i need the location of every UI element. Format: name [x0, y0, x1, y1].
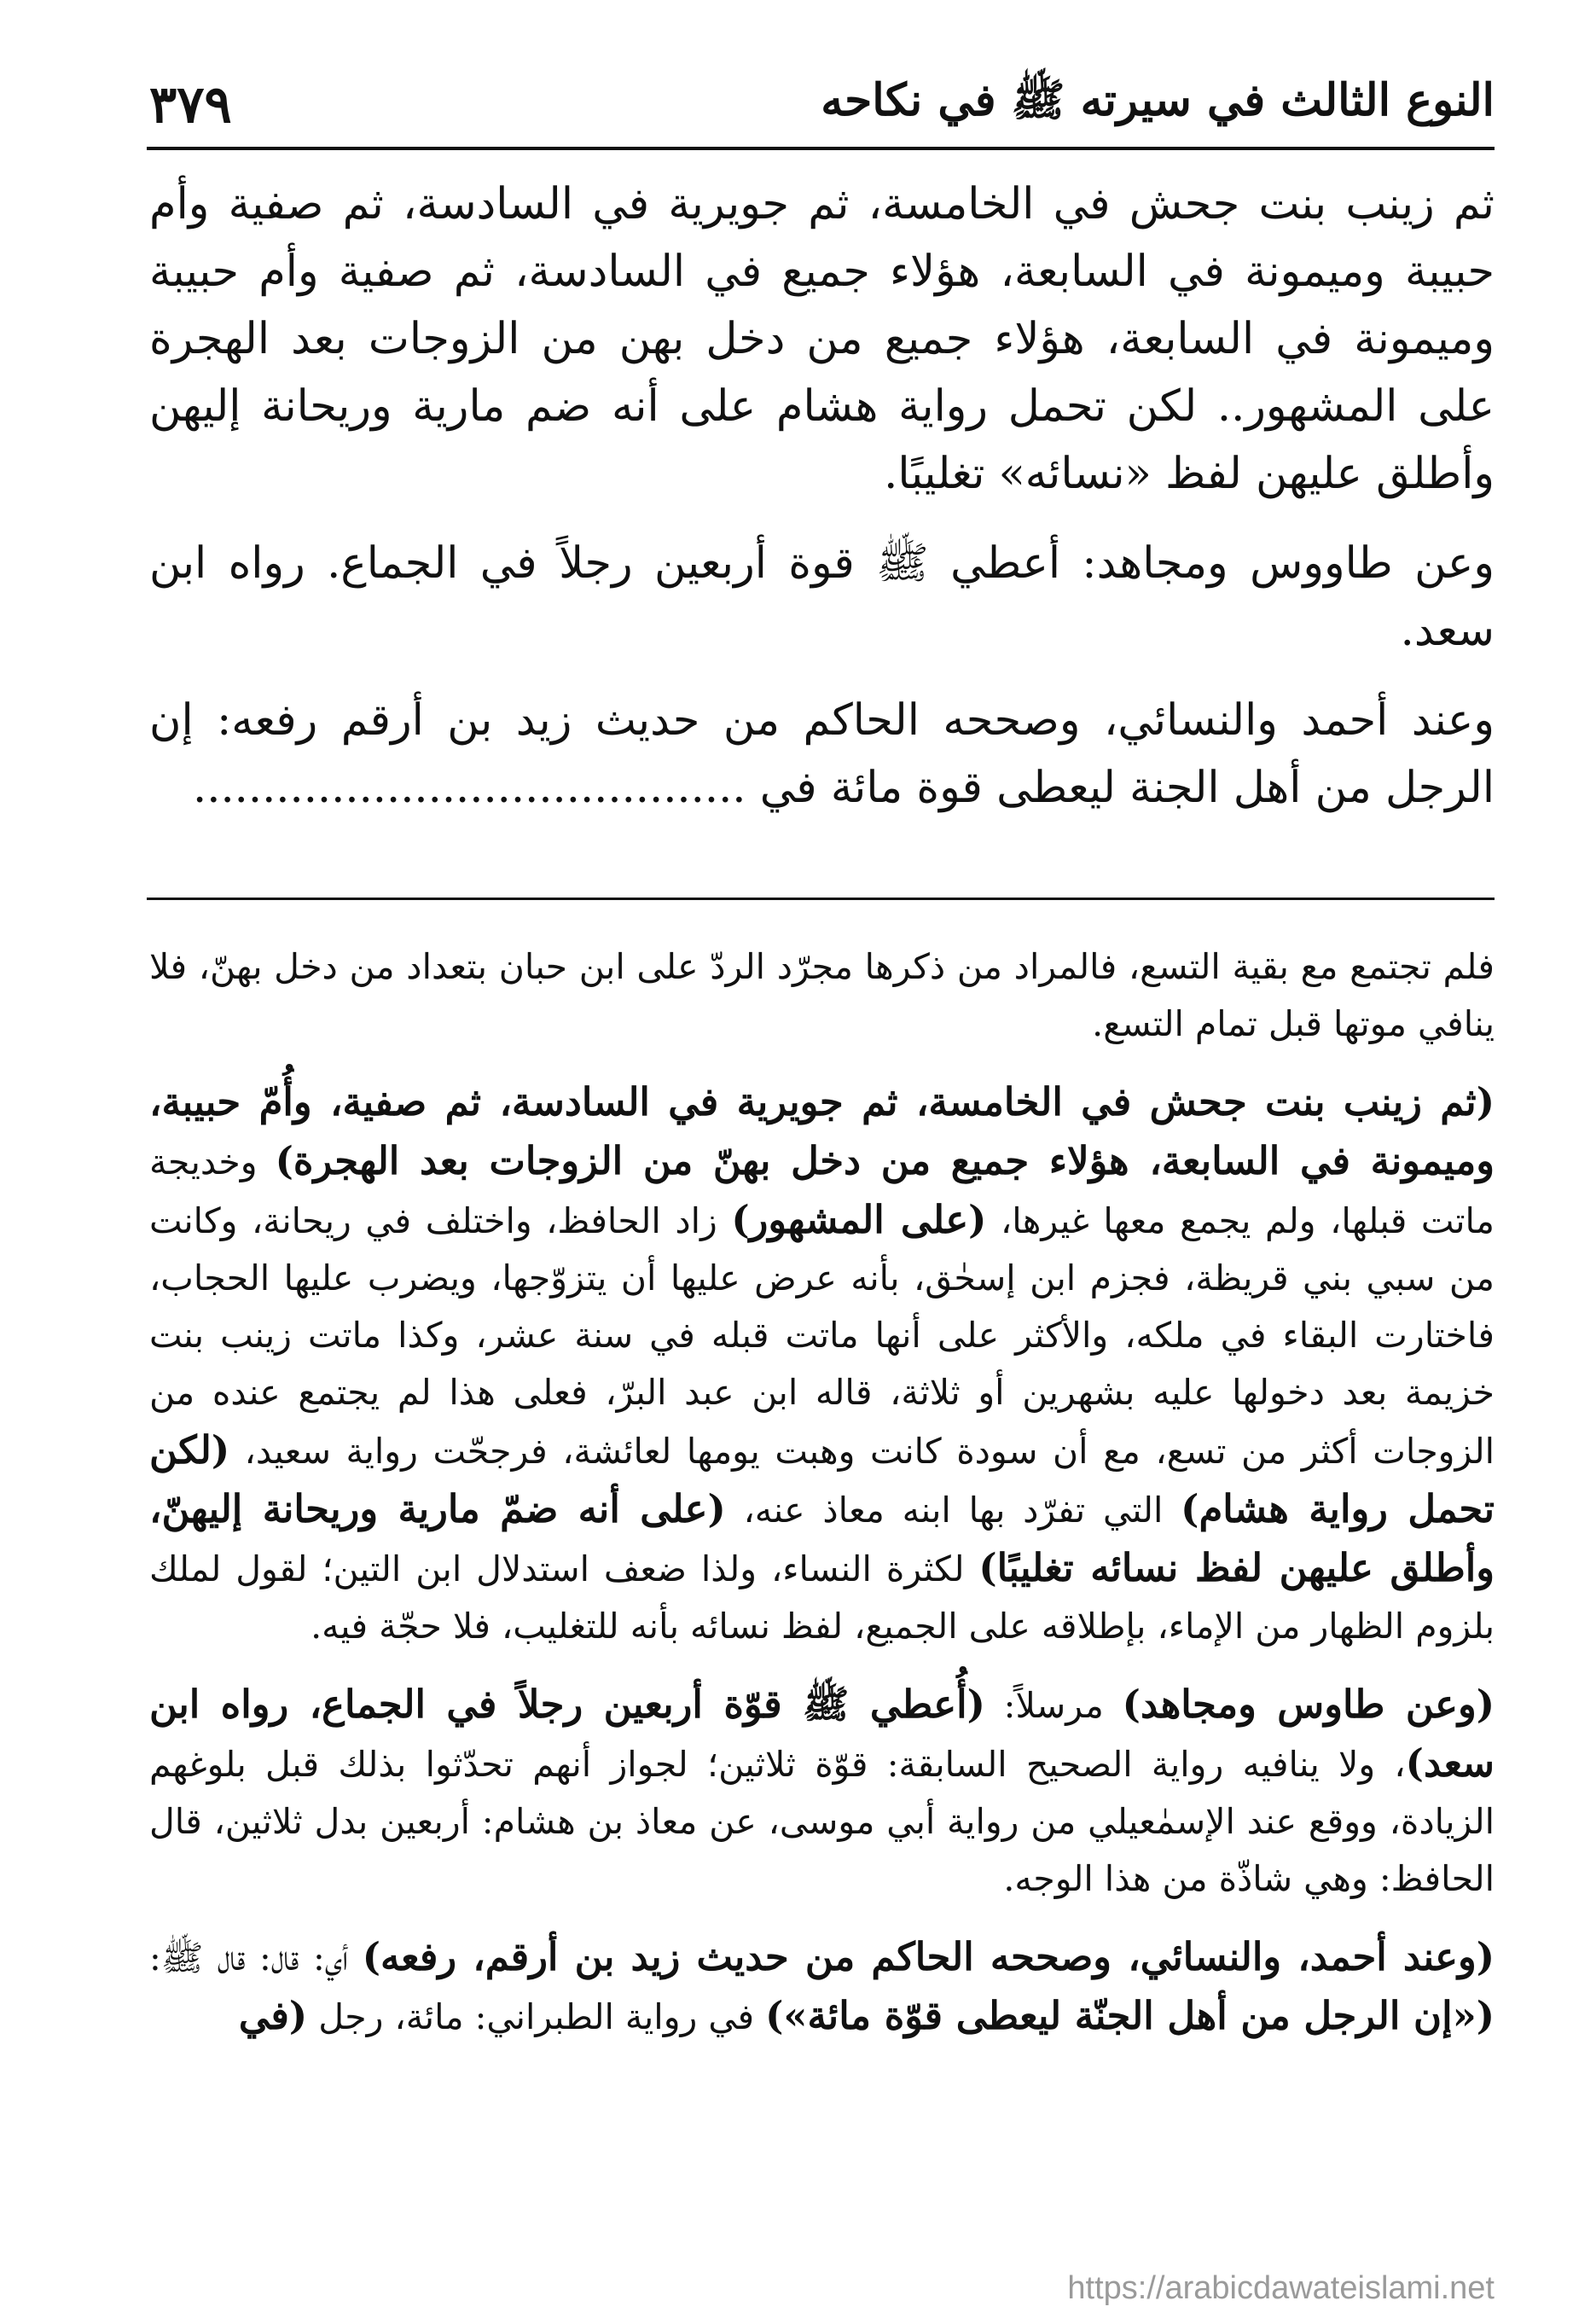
commentary-text-run: زاد الحافظ، واختلف في ريحانة، وكانت من سبي بني قريظة، فجزم ابن إسحٰق، بأنه عرض عليها أن يتزوّجها، ويضرب عليها الحجاب، فاختارت البقاء في ملكه، والأكثر على أنها ماتت قبله في سنة عشر، وكذا ماتت زينب بنت خزيمة بعد دخولها عليه بشهرين أو ثلاثة، قاله ابن عبد البرّ، فعلى هذا لم يجتمع عنده من الزوجات أكثر من تسع، مع أن سودة كانت وهبت يومها لعائشة، فرجحّت رواية سعيد،: [149, 1200, 1495, 1472]
footnote-separator: [147, 898, 1495, 900]
page-number: ٣٧٩: [149, 75, 232, 135]
running-head: النوع الثالث في سيرته ﷺ في نكاحه: [821, 73, 1495, 126]
quoted-text: (في: [238, 1993, 308, 2038]
quoted-text: (لكن تحمل رواية هشام): [149, 1427, 1495, 1531]
quoted-text: («إن الرجل من أهل الجنّة ليعطى قوّة مائة»): [765, 1993, 1495, 2038]
header-rule: [147, 147, 1495, 150]
page-header: [149, 67, 1495, 143]
main-text: [149, 171, 1495, 822]
commentary-text-run: أي: قال: قال ﷺ:: [149, 1938, 363, 1978]
commentary-text-run: ، ولا ينافيه رواية الصحيح السابقة: قوّة ثلاثين؛ لجواز أنهم تحدّثوا بذلك قبل بلوغهم الزيادة، ووقع عند الإسمٰعيلي من رواية أبي موسى، عن معاذ بن هشام: أربعين بدل ثلاثين، قال الحافظ: وهي شاذّة من هذا الوجه.: [149, 1744, 1495, 1899]
commentary-text-run: مرسلاً:: [984, 1685, 1123, 1726]
commentary-paragraph-4: [149, 1928, 1495, 2046]
main-paragraph-1: ثم زينب بنت جحش في الخامسة، ثم جويرية في السادسة، ثم صفية وأم حبيبة وميمونة في السابعة، هؤلاء جميع في السادسة، ثم صفية وأم حبيبة وميمونة في السابعة، هؤلاء جميع من دخل بهن من الزوجات بعد الهجرة على المشهور.. لكن تحمل رواية هشام على أنه ضم مارية وريحانة إليهن وأطلق عليهن لفظ «نسائه» تغليبًا.: [149, 179, 1495, 499]
quoted-text: (ثم زينب بنت جحش في الخامسة، ثم جويرية في السادسة، ثم صفية، وأُمّ حبيبة، وميمونة في السابعة، هؤلاء جميع من دخل بهنّ من الزوجات بعد الهجرة): [149, 1079, 1495, 1183]
quoted-text: (وعند أحمد، والنسائي، وصححه الحاكم من حديث زيد بن أرقم، رفعه): [362, 1934, 1495, 1979]
quoted-text: (أُعطي ﷺ قوّة أربعين رجلاً في الجماع، رواه ابن سعد): [149, 1682, 1495, 1786]
commentary-paragraph-2: [149, 1073, 1495, 1655]
commentary-text-run: في رواية الطبراني: مائة، رجل: [307, 1996, 766, 2037]
commentary-paragraph-1: فلم تجتمع مع بقية التسع، فالمراد من ذكرها مجرّد الردّ على ابن حبان بتعداد من دخل بهنّ، فلا ينافي موتها قبل تمام التسع.: [149, 946, 1495, 1044]
main-paragraph-3-dots: ........................................: [193, 763, 746, 813]
quoted-text: (على أنه ضمّ مارية وريحانة إليهنّ، وأطلق عليهن لفظ نسائه تغليبًا): [149, 1486, 1495, 1590]
main-paragraph-3-text: وعند أحمد والنسائي، وصححه الحاكم من حديث زيد بن أرقم رفعه: إن الرجل من أهل الجنة ليعطى قوة مائة في: [149, 695, 1495, 813]
commentary-paragraph-3: [149, 1676, 1495, 1908]
watermark-url: https://arabicdawateislami.net: [1067, 2270, 1495, 2306]
main-paragraph-2: وعن طاووس ومجاهد: أعطي ﷺ قوة أربعين رجلاً في الجماع. رواه ابن سعد.: [149, 538, 1495, 656]
commentary-text: [149, 938, 1495, 2066]
main-paragraph-3: [149, 687, 1495, 822]
commentary-text-run: وخديجة ماتت قبلها، ولم يجمع معها غيرها،: [149, 1142, 1495, 1241]
commentary-text-run: لكثرة النساء، ولذا ضعف استدلال ابن التين؛ لقول لملك بلزوم الظهار من الإماء، بإطلاقه على الجميع، لفظ نسائه بأنه للتغليب، فلا حجّة فيه.: [149, 1548, 1495, 1647]
quoted-text: (على المشهور): [731, 1197, 987, 1242]
quoted-text: (وعن طاوس ومجاهد): [1122, 1682, 1495, 1727]
commentary-text-run: التي تفرّد بها ابنه معاذ عنه،: [725, 1490, 1181, 1531]
